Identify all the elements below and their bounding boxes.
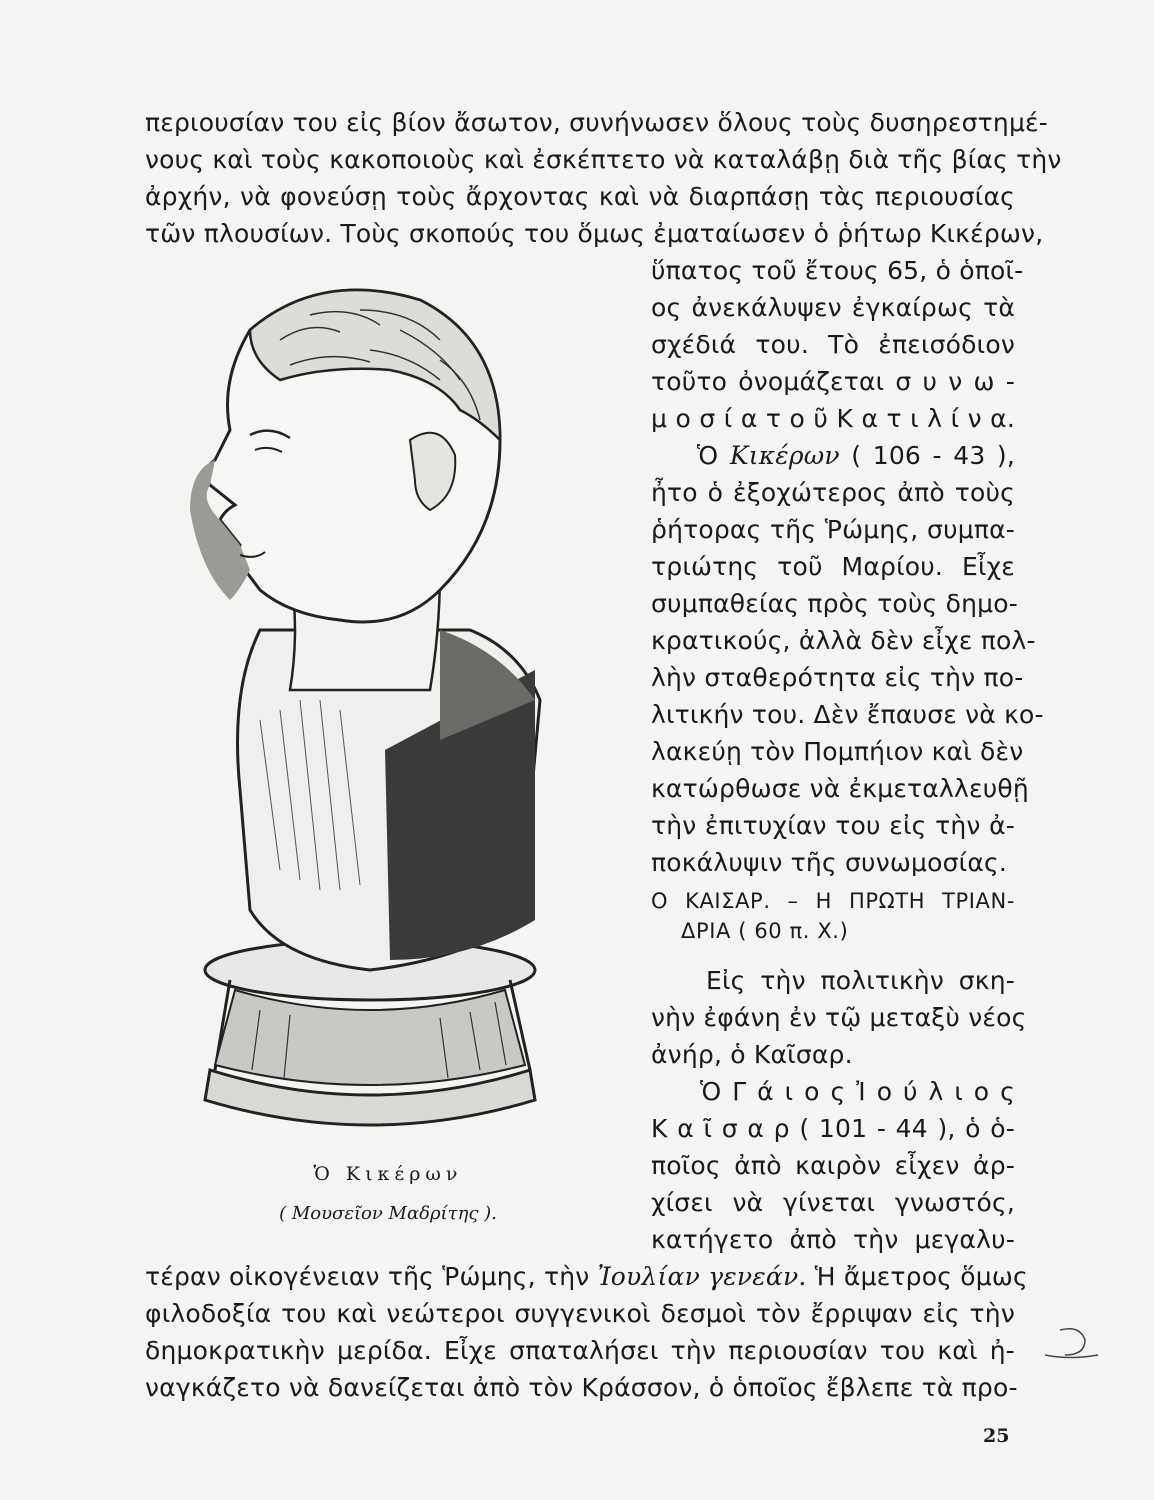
body-line: Εἰς τὴν πολιτικὴν σκη-	[706, 966, 1015, 995]
body-line: ος ἀνεκάλυψεν ἐγκαίρως τὰ	[651, 293, 1015, 322]
body-line: ναγκάζετο νὰ δανείζεται ἀπὸ τὸν Κράσσον, ὁ ὁποῖος ἔβλεπε τὰ προ-	[145, 1373, 1018, 1402]
section-heading-cont: ΔΡΙΑ ( 60 π. Χ.)	[681, 919, 849, 943]
body-line: Κ α ῖ σ α ρ ( 101 - 44 ), ὁ ὁ-	[651, 1114, 1015, 1143]
body-line: ποῖος ἀπὸ καιρὸν εἶχεν ἀρ-	[651, 1151, 1015, 1180]
cicero-intro-line	[651, 441, 1015, 471]
body-line: ἦτο ὁ ἐξοχώτερος ἀπὸ τοὺς	[651, 478, 1015, 507]
body-line: συμπαθείας πρὸς τοὺς δημο-	[651, 589, 1018, 618]
body-line: ὕπατος τοῦ ἔτους 65, ὁ ὁποῖ-	[651, 256, 1024, 285]
body-line: κατώρθωσε νὰ ἐκμεταλλευθῇ	[651, 774, 1029, 803]
body-line: φιλοδοξία του καὶ νεώτεροι συγγενικοὶ δεσμοὶ τὸν ἔρριψαν εἰς τὴν	[145, 1299, 1015, 1328]
body-line: περιουσίαν του εἰς βίον ἄσωτον, συνήνωσεν ὅλους τοὺς δυσηρεστημέ-	[145, 108, 1048, 137]
body-line: μ ο σ ί α τ ο ῦ Κ α τ ι λ ί ν α.	[651, 404, 1015, 433]
body-line: χίσει νὰ γίνεται γνωστός,	[651, 1188, 1015, 1217]
body-line: ἀρχήν, νὰ φονεύσῃ τοὺς ἄρχοντας καὶ νὰ διαρπάσῃ τὰς περιουσίας	[145, 182, 1015, 211]
body-line: τριώτης τοῦ Μαρίου. Εἶχε	[651, 552, 1015, 581]
body-segment: Ἡ ἄμετρος ὅμως	[814, 1262, 1028, 1291]
figure-caption-title: Ὁ Κικέρων	[313, 1163, 463, 1185]
body-line: λὴν σταθερότητα εἰς τὴν πο-	[651, 663, 1024, 692]
body-line: τοῦτο ὀνομάζεται σ υ ν ω -	[651, 367, 1015, 396]
body-line: λακεύῃ τὸν Πομπήιον καὶ δὲν	[651, 737, 1024, 766]
body-line: ῥήτορας τῆς Ῥώμης, συμπα-	[651, 515, 1015, 544]
body-segment: τέραν οἰκογένειαν τῆς Ῥώμης, τὴν	[145, 1262, 590, 1291]
body-line: δημοκρατικὴν μερίδα. Εἶχε σπαταλήσει τὴν περιουσίαν του καὶ ἠ-	[145, 1336, 1015, 1365]
body-line: Ὁ Γ ά ι ο ς Ἰ ο ύ λ ι ο ς	[700, 1077, 1015, 1106]
section-heading: Ο ΚΑΙΣΑΡ. – Η ΠΡΩΤΗ ΤΡΙΑΝ-	[651, 889, 1015, 913]
body-line: σχέδιά του. Τὸ ἐπεισόδιον	[651, 330, 1015, 359]
body-line: νὴν ἐφάνη ἐν τῷ μεταξὺ νέος	[651, 1003, 1027, 1032]
body-line: τὴν ἐπιτυχίαν του εἰς τὴν ἀ-	[651, 811, 1015, 840]
body-line: νους καὶ τοὺς κακοποιοὺς καὶ ἐσκέπτετο νὰ καταλάβῃ διὰ τῆς βίας τὴν	[145, 145, 1062, 174]
body-line: ἀνήρ, ὁ Καῖσαρ.	[651, 1040, 853, 1069]
margin-pencil-mark	[1040, 1325, 1100, 1365]
body-line: κρατικούς, ἀλλὰ δὲν εἶχε πολ-	[651, 626, 1036, 655]
cicero-intro-prefix: Ὁ	[696, 441, 719, 470]
julian-gens: Ἰουλίαν γενεάν.	[597, 1262, 807, 1291]
body-line: λιτικήν του. Δὲν ἔπαυσε νὰ κο-	[651, 700, 1044, 729]
page-number: 25	[983, 1425, 1010, 1447]
body-line: ποκάλυψιν τῆς συνωμοσίας.	[651, 848, 1008, 877]
body-line: τῶν πλουσίων. Τοὺς σκοπούς του ὅμως ἐματαίωσεν ὁ ῥήτωρ Κικέρων,	[145, 219, 1044, 248]
cicero-name: Κικέρων	[729, 441, 840, 470]
cicero-bust-illustration	[140, 270, 600, 1130]
body-line	[145, 1262, 1028, 1292]
figure-caption-source: ( Μουσεῖον Μαδρίτης ).	[279, 1203, 497, 1224]
body-line: κατήγετο ἀπὸ τὴν μεγαλυ-	[651, 1225, 1015, 1254]
cicero-dates: ( 106 - 43 ),	[851, 441, 1015, 470]
